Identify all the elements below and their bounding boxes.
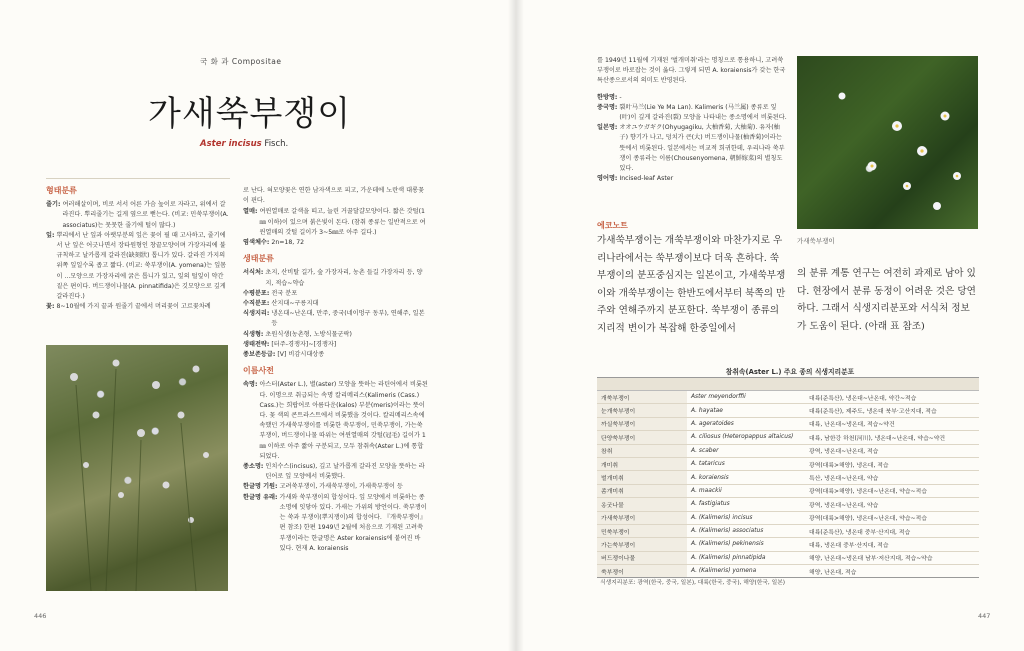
row-label: 종보존등급: <box>243 351 276 359</box>
plant-photo-right <box>797 56 978 229</box>
morph-row-leaf <box>46 231 230 302</box>
row-text: Incised-leaf Aster <box>619 175 674 183</box>
morph-row-fruit <box>243 207 428 238</box>
cell-korean-name: 가새쑥부쟁이 <box>597 511 687 524</box>
cell-scientific-name: A. ciliosus (Heteropappus altaicus) <box>687 431 805 444</box>
page-gutter <box>508 0 524 651</box>
cell-distribution: 대륙, 난온대~냉온대, 적습~약건 <box>805 417 979 430</box>
row-text: オオユウガギク(Ohyugagiku, 大柚香菊, 大柚菊). 유자(柚子) 향기가 나고, 덩치가 큰(大) 버드쟁이나물(柚香菊)이라는 뜻에서 비롯된다. 일본에서는 비교적 희귀한데, 우리나라 쑥부쟁이 종류라는 이름(Chousenyomena, 朝鮮嫁菜)의 별칭도 있다. <box>619 124 785 173</box>
table-row <box>597 484 979 497</box>
eco-row <box>243 268 428 288</box>
morphology-heading: 형태분류 <box>46 186 77 195</box>
table-row <box>597 391 979 404</box>
row-text: 가새와 쑥부쟁이의 합성어다. 잎 모양에서 비롯하는 종소명에 잇닿아 있다. 가새는 가위의 방언이다. 쑥부쟁이는 쑥과 부쟁이(뿌지쟁이)의 합성어다. 『개쑥부쟁이』 편 참조) 한편 1949년 2월에 처음으로 기재된 고려쑥부쟁이라는 한글명은 Aster koraiensis에 붙여진 바 있다. 현재 A. koraiensis <box>279 493 427 552</box>
eco-row <box>243 299 428 309</box>
table-row <box>597 404 979 417</box>
table-row <box>597 538 979 551</box>
row-text: [터주-경쟁자]~[경쟁자] <box>271 340 337 348</box>
cell-korean-name: 가는쑥부쟁이 <box>597 538 687 551</box>
row-text: 냉온대~난온대, 만주, 중국(네이멍구 동부), 연해주, 일본 등 <box>271 310 425 328</box>
cell-distribution: 해양, 난온대, 적습 <box>805 565 979 578</box>
cell-scientific-name: A. hayatae <box>687 404 805 417</box>
table-row <box>597 471 979 484</box>
row-label: 중국명: <box>597 103 618 111</box>
table-row <box>597 551 979 564</box>
row-text: 초원식생(농촌형, 노방식물군락) <box>265 330 352 338</box>
row-text: 여윈열매로 갈색을 띠고, 늘린 거꿀달걀모양이다. 짧은 갓털(1㎜ 이하)이 있으며 붉은빛이 돈다. (참취 종류는 일반적으로 여윈열매의 갓털 길이가 3~5㎜로 아주 길다.) <box>259 208 426 236</box>
morph-row-chromosome <box>243 238 428 248</box>
page-number-left: 446 <box>34 612 47 620</box>
eco-row <box>243 350 428 360</box>
cell-distribution: 해양, 난온대~냉온대 남부·저산지대, 적습~약습 <box>805 551 979 564</box>
name-row <box>597 123 787 174</box>
row-label: 잎: <box>46 231 55 239</box>
ety-row <box>243 380 428 462</box>
morph-row-flower <box>46 302 230 312</box>
cell-distribution: 대륙, 냉온대 중부·산지대, 적습 <box>805 538 979 551</box>
row-label: 영어명: <box>597 175 618 183</box>
row-text: 산지대~구릉지대 <box>271 300 319 308</box>
cell-distribution: 대륙(준특산), 냉온대 중부·산지대, 적습 <box>805 524 979 537</box>
cell-distribution: 특산, 냉온대~난온대, 약습 <box>805 471 979 484</box>
row-text: 인치수스(incisus), 깊고 날카롭게 갈라진 모양을 뜻하는 라틴어로 잎 모양에서 비롯했다. <box>265 463 425 481</box>
table-header <box>687 378 805 391</box>
cell-distribution: 대륙, 남한강 하천(河川), 냉온대~난온대, 약습~약건 <box>805 431 979 444</box>
row-text: 뿌리에서 난 잎과 아랫부분의 잎은 꽃이 필 때 고사하고, 줄기에서 난 잎은 어긋나면서 장타원형인 창끝모양이며 가장자리에 불규칙하고 날카롭게 갈라진(缺刻狀) 톱니가 있다. 갈라진 가지의 위쪽 잎일수록 좁고 짧다. (비교: 쑥부쟁이(A. yomena)는 잎몸이 ...모양으로 가장자리에 굵은 톱니가 있고, 잎의 털잎이 약간 짙은 편이다. 버드쟁이나물(A. pinnatifida)은 깃모양으로 깊게 갈라진다.) <box>56 231 227 301</box>
distribution-table <box>597 377 979 578</box>
row-text: - <box>619 93 622 101</box>
cell-scientific-name: A. (Kalimeris) yomena <box>687 565 805 578</box>
cell-korean-name: 쑥부쟁이 <box>597 565 687 578</box>
row-label: 한글명 유래: <box>243 493 278 501</box>
row-text: 아스터(Aster L.), 별(aster) 모양을 뜻하는 라틴어에서 비롯된다. 이명으로 취급되는 속명 칼리메리스(Kalimeris (Cass.) Cass.)는 희랍어로 아름다운(kalos) 부분(meris)이라는 뜻이다. 꽃 색의 콘트라스트에서 비롯했을 것이다. 칼리메리스속에 속했던 가새쑥부쟁이를 비롯한 쑥부쟁이, 민쑥부쟁이, 가는쑥부쟁이, 버드쟁이나물 따위는 여윈열매의 갓털(冠毛) 길이가 1㎜ 이하로 아주 짧아 구분되고, 모두 참취속(Aster L.)에 통합되었다. <box>259 381 428 460</box>
eco-note-paragraph-2: 의 분류 계통 연구는 여전히 과제로 남아 있다. 현장에서 분류 동정이 어려운 것은 당연하다. 그래서 식생지리분포와 서식처 정보가 도움이 된다. (아래 표 참조) <box>797 268 976 332</box>
table-row <box>597 511 979 524</box>
eco-note-paragraph-1: 가새쑥부쟁이는 개쑥부쟁이와 마찬가지로 우리나라에서는 쑥부쟁이보다 더욱 흔하다. 쑥부쟁이의 분포중심지는 일본이고, 가새쑥부쟁이와 개쑥부쟁이는 한반도에서부터 북쪽의 만주와 연해주까지 분포한다. 쑥부쟁이 종류의 지리적 변이가 복잡해 한중일에서 <box>597 235 786 334</box>
cell-distribution: 광역, 냉온대~난온대, 적습 <box>805 444 979 457</box>
table-row <box>597 444 979 457</box>
cell-distribution: 광역(대륙>해양), 냉온대~난온대, 약습~적습 <box>805 484 979 497</box>
row-label: 식생형: <box>243 330 264 338</box>
row-text: 전국 분포 <box>271 289 298 297</box>
row-label: 열매: <box>243 208 258 216</box>
row-label: 종소명: <box>243 463 264 471</box>
cell-korean-name: 벌개미취 <box>597 471 687 484</box>
cell-distribution: 광역(대륙>해양), 냉온대~난온대, 약습~적습 <box>805 511 979 524</box>
cell-scientific-name: A. fastigiatus <box>687 498 805 511</box>
name-row <box>597 174 787 184</box>
eco-row <box>243 340 428 350</box>
row-text: 여러해살이며, 비로 서서 어른 가슴 높이로 자라고, 위에서 갈라진다. 뿌리줄기는 길게 옆으로 뻗는다. (비교: 민쑥부쟁이(A. associatus)는 뭇뭇한 줄기에 털이 많다.) <box>62 201 229 229</box>
table-row <box>597 565 979 578</box>
plant-photo-left <box>46 345 228 591</box>
cell-korean-name: 개쑥부쟁이 <box>597 391 687 404</box>
table-row <box>597 457 979 470</box>
row-label: 한글명 기원: <box>243 483 278 491</box>
left-page-column-2 <box>243 186 428 554</box>
cell-scientific-name: A. scaber <box>687 444 805 457</box>
cell-distribution: 광역(대륙>해양), 냉온대, 적습 <box>805 457 979 470</box>
photo-caption: 가새쑥부쟁이 <box>797 237 835 245</box>
row-label: 생태전략: <box>243 340 270 348</box>
morph-row-stem <box>46 200 230 231</box>
right-page-notes <box>597 56 787 184</box>
cell-scientific-name: Aster meyendorffii <box>687 391 805 404</box>
cell-korean-name: 단양쑥부쟁이 <box>597 431 687 444</box>
ety-row <box>243 493 428 554</box>
cell-scientific-name: A. (Kalimeris) pinnatipida <box>687 551 805 564</box>
cell-korean-name: 눈개쑥부쟁이 <box>597 404 687 417</box>
row-label: 수평분포: <box>243 289 270 297</box>
table-header <box>805 378 979 391</box>
row-label: 줄기: <box>46 201 61 209</box>
scientific-author: Fisch. <box>264 139 289 149</box>
cell-distribution: 광역, 냉온대~난온대, 약습 <box>805 498 979 511</box>
cell-scientific-name: A. (Kalimeris) associatus <box>687 524 805 537</box>
row-label: 꽃: <box>46 303 55 311</box>
table-row <box>597 498 979 511</box>
table-title: 참취속(Aster L.) 주요 종의 식생지리분포 <box>725 368 855 376</box>
section-rule <box>46 178 230 179</box>
name-row <box>597 93 787 103</box>
aster-closeup-image <box>797 56 978 229</box>
row-label: 속명: <box>243 381 258 389</box>
cell-korean-name: 좀개미취 <box>597 484 687 497</box>
table-header-row <box>597 378 979 391</box>
cell-korean-name: 까실쑥부쟁이 <box>597 417 687 430</box>
name-row <box>597 103 787 123</box>
cell-scientific-name: A. koraiensis <box>687 471 805 484</box>
row-label: 염색체수: <box>243 239 270 247</box>
cell-scientific-name: A. tataricus <box>687 457 805 470</box>
ety-row <box>243 462 428 482</box>
cell-korean-name: 옹굿나물 <box>597 498 687 511</box>
etymology-heading: 이름사전 <box>243 366 274 376</box>
family-label: 국 화 과 Compositae <box>200 57 282 66</box>
eco-row <box>243 289 428 299</box>
ety-row <box>243 482 428 492</box>
eco-row <box>243 330 428 340</box>
eco-note-heading: 에코노트 <box>597 221 628 230</box>
row-label: 수직분포: <box>243 300 270 308</box>
scientific-name <box>200 139 288 149</box>
cell-korean-name: 민쑥부쟁이 <box>597 524 687 537</box>
intro-paragraph: 를 1949년 11월에 기재된 '벌개미취'라는 명칭으로 통용하니, 고려쑥부쟁이로 바로잡는 것이 옳다. 그렇게 되면 A. koraiensis가 갖는 한국 특산종으로서의 의미도 반영된다. <box>597 57 786 85</box>
row-label: 일본명: <box>597 124 618 132</box>
cell-distribution: 대륙(준특산), 제주도, 냉온대 북부·고산지대, 적습 <box>805 404 979 417</box>
row-text: 2n=18, 72 <box>271 239 305 247</box>
cell-korean-name: 참취 <box>597 444 687 457</box>
cell-scientific-name: A. ageratoides <box>687 417 805 430</box>
scientific-binomial: Aster incisus <box>200 139 262 149</box>
cell-scientific-name: A. (Kalimeris) incisus <box>687 511 805 524</box>
flower-continued: 로 난다. 혀모양꽃은 연한 남자색으로 피고, 가운데에 노란색 대롱꽃이 핀다. <box>243 187 425 205</box>
cell-korean-name: 개미취 <box>597 457 687 470</box>
row-text: [V] 비감시대상종 <box>277 351 325 359</box>
ecology-heading: 생태분류 <box>243 254 274 264</box>
row-label: 한방명: <box>597 93 618 101</box>
cell-scientific-name: A. maackii <box>687 484 805 497</box>
table-row <box>597 431 979 444</box>
row-text: 裂叶马兰(Lie Ye Ma Lan). Kalimeris (马兰属) 종류로 잎(叶)이 깊게 갈라진(裂) 모양을 나타내는 종소명에서 비롯된다. <box>619 103 787 122</box>
cell-scientific-name: A. (Kalimeris) pekinensis <box>687 538 805 551</box>
table-row <box>597 524 979 537</box>
morphology-section <box>46 186 230 312</box>
row-text: 8~10월에 가지 끝과 원줄기 끝에서 머리꽃이 고르꽃차례 <box>56 303 211 311</box>
page-number-right: 447 <box>978 612 991 620</box>
table-row <box>597 417 979 430</box>
eco-row <box>243 309 428 329</box>
cell-distribution: 대륙(준특산), 냉온대~난온대, 약간~적습 <box>805 391 979 404</box>
aster-flowers-image <box>46 345 228 591</box>
row-text: 초지, 산비탈 길가, 숲 가장자리, 농촌 들길 가장자리 등, 양지, 적습~약습 <box>265 269 423 287</box>
table-footnote: 식생지리분포: 광역(한국, 중국, 일본), 대륙(한국, 중국), 해양(한국, 일본) <box>600 580 786 586</box>
species-title: 가새쑥부쟁이 <box>148 94 352 134</box>
row-label: 서식처: <box>243 269 264 277</box>
cell-korean-name: 버드쟁이나물 <box>597 551 687 564</box>
row-label: 식생지리: <box>243 310 270 318</box>
row-text: 고려쑥부쟁이, 가새쑥부쟁이, 가새쑥부쟁이 등 <box>279 483 403 491</box>
table-header <box>597 378 687 391</box>
